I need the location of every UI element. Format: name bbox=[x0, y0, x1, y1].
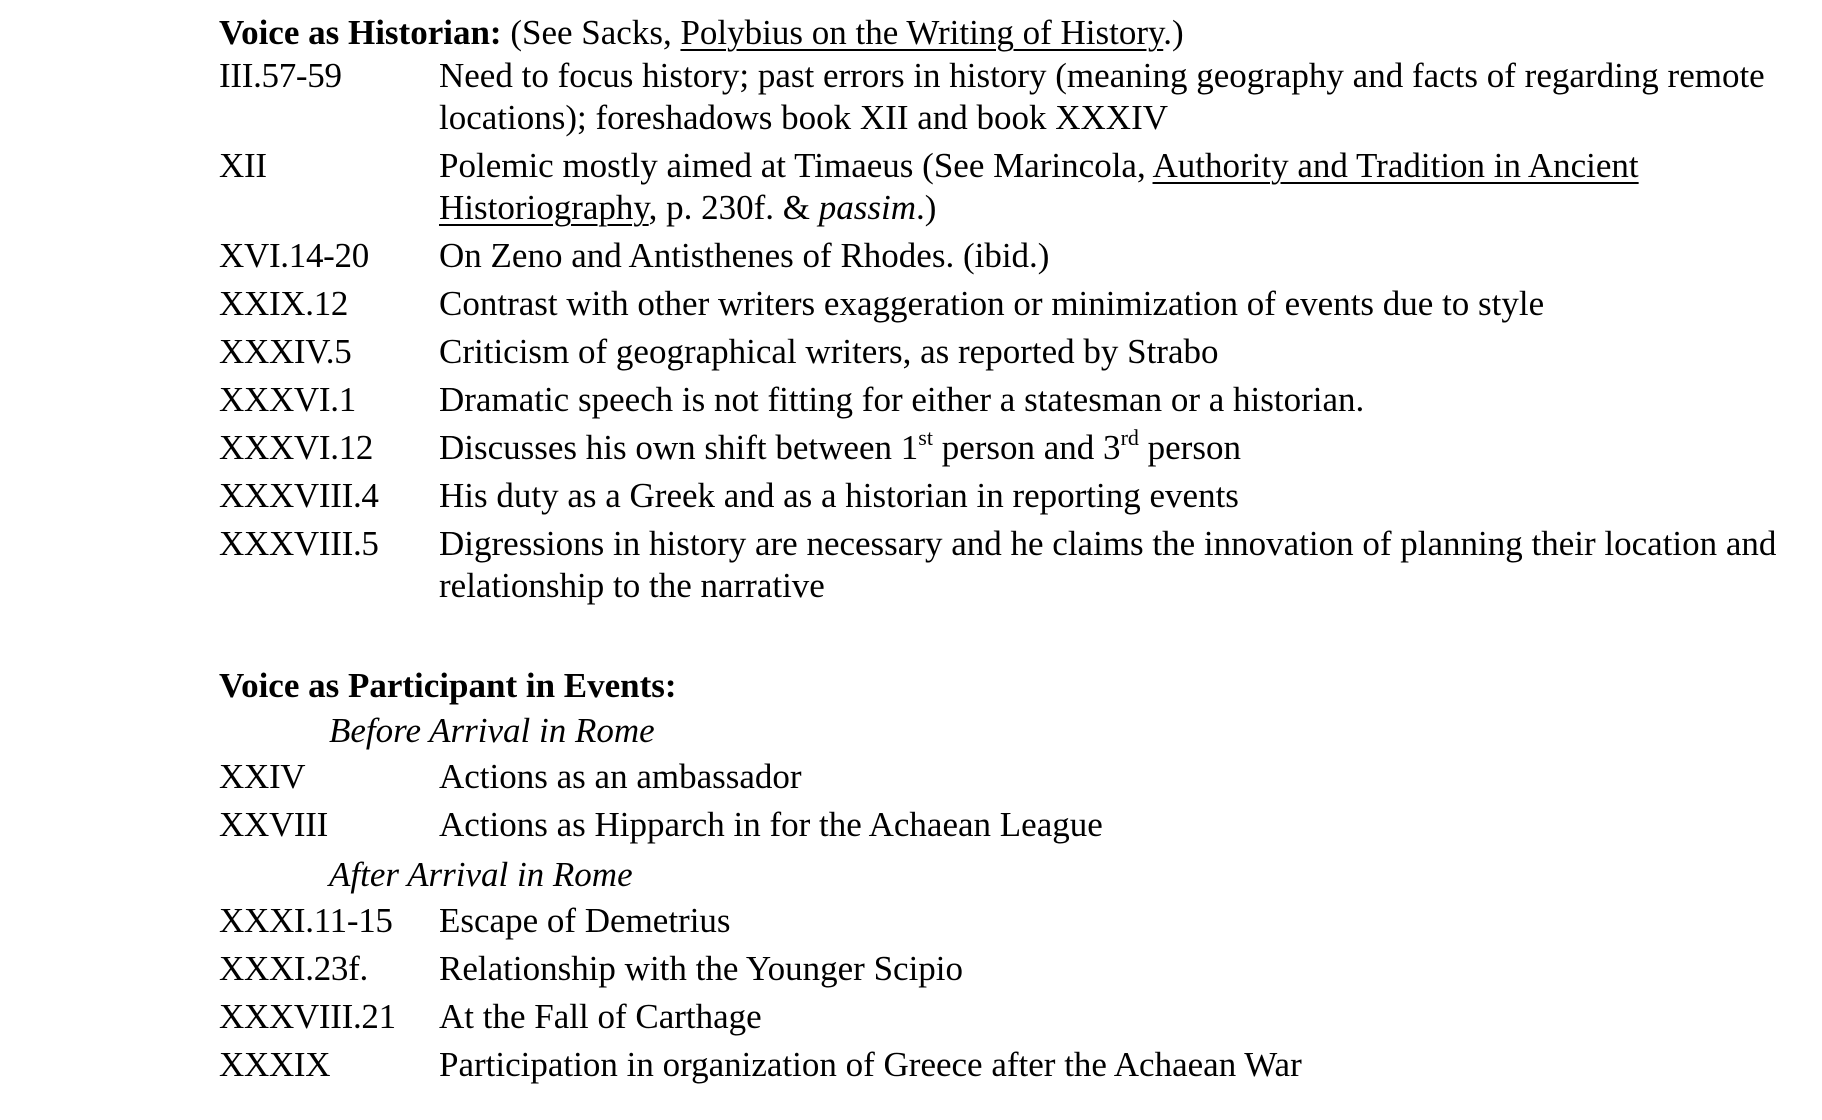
historian-note-post: .) bbox=[1163, 13, 1184, 52]
participant-heading: Voice as Participant in Events: bbox=[219, 666, 677, 705]
subheading-after-rome: After Arrival in Rome bbox=[329, 855, 633, 894]
table-row bbox=[219, 283, 1719, 325]
ordinal-superscript: st bbox=[918, 425, 933, 450]
reference: XXXVIII.21 bbox=[219, 997, 396, 1036]
description-text: person bbox=[1138, 428, 1241, 467]
table-row bbox=[219, 475, 1719, 517]
table-row bbox=[219, 756, 1719, 798]
description: Contrast with other writers exaggeration or minimization of events due to style bbox=[439, 284, 1545, 323]
reference: XXIX.12 bbox=[219, 284, 349, 323]
description-text: Discusses his own shift between 1 bbox=[439, 428, 919, 467]
description-text: , p. 230f. & bbox=[648, 188, 819, 227]
table-row bbox=[219, 523, 1777, 607]
table-row bbox=[219, 427, 1719, 469]
table-row bbox=[219, 379, 1719, 421]
historian-heading bbox=[219, 10, 1719, 55]
historian-note-pre: (See Sacks, bbox=[501, 13, 681, 52]
description-text: Polemic mostly aimed at Timaeus (See Marincola, bbox=[439, 146, 1153, 185]
description: Actions as Hipparch in for the Achaean League bbox=[439, 805, 1103, 844]
subheading-before-rome: Before Arrival in Rome bbox=[329, 711, 655, 750]
reference: XXXVIII.4 bbox=[219, 476, 379, 515]
table-row bbox=[219, 1044, 1719, 1086]
historian-note-title: Polybius on the Writing of History bbox=[680, 13, 1164, 52]
reference: XXXIV.5 bbox=[219, 332, 352, 371]
reference: XXIV bbox=[219, 757, 306, 796]
description: At the Fall of Carthage bbox=[439, 997, 762, 1036]
reference: XII bbox=[219, 146, 267, 185]
table-row bbox=[219, 900, 1719, 942]
cited-title: Authority and Tradition in Ancient Historiography bbox=[439, 146, 1639, 227]
reference: III.57-59 bbox=[219, 56, 342, 95]
description: Digressions in history are necessary and he claims the innovation of planning their location and relationship to the narrative bbox=[439, 524, 1777, 605]
table-row bbox=[219, 948, 1719, 990]
reference: XXXVIII.5 bbox=[219, 524, 379, 563]
table-row bbox=[219, 331, 1719, 373]
reference: XXXIX bbox=[219, 1045, 331, 1084]
description bbox=[439, 427, 1822, 469]
description: Actions as an ambassador bbox=[439, 757, 802, 796]
reference: XVI.14-20 bbox=[219, 236, 369, 275]
section-spacer bbox=[219, 613, 1719, 663]
description-text: person and 3 bbox=[932, 428, 1121, 467]
historian-note bbox=[502, 13, 1184, 52]
ordinal-superscript: rd bbox=[1120, 425, 1139, 450]
description: Escape of Demetrius bbox=[439, 901, 731, 940]
table-row bbox=[219, 804, 1719, 846]
description-italic: passim bbox=[818, 188, 917, 227]
description: His duty as a Greek and as a historian in reporting events bbox=[439, 476, 1239, 515]
description: Need to focus history; past errors in history (meaning geography and facts of regarding remote locations); foreshadows book XII and book XXXIV bbox=[439, 56, 1765, 137]
table-row bbox=[219, 145, 1719, 229]
reference: XXXVI.1 bbox=[219, 380, 356, 419]
document-page bbox=[219, 10, 1777, 1092]
description: Relationship with the Younger Scipio bbox=[439, 949, 964, 988]
reference: XXVIII bbox=[219, 805, 328, 844]
historian-heading-label: Voice as Historian: bbox=[219, 13, 502, 52]
table-row bbox=[219, 55, 1765, 139]
description: Criticism of geographical writers, as reported by Strabo bbox=[439, 332, 1219, 371]
description-text: .) bbox=[916, 188, 937, 227]
table-row bbox=[219, 996, 1719, 1038]
reference: XXXI.11-15 bbox=[219, 901, 393, 940]
description: Participation in organization of Greece after the Achaean War bbox=[439, 1045, 1302, 1084]
table-row bbox=[219, 235, 1719, 277]
description: Dramatic speech is not fitting for either a statesman or a historian. bbox=[439, 380, 1365, 419]
reference: XXXVI.12 bbox=[219, 428, 374, 467]
reference: XXXI.23f. bbox=[219, 949, 368, 988]
description: On Zeno and Antisthenes of Rhodes. (ibid.) bbox=[439, 236, 1050, 275]
description bbox=[439, 145, 1822, 229]
